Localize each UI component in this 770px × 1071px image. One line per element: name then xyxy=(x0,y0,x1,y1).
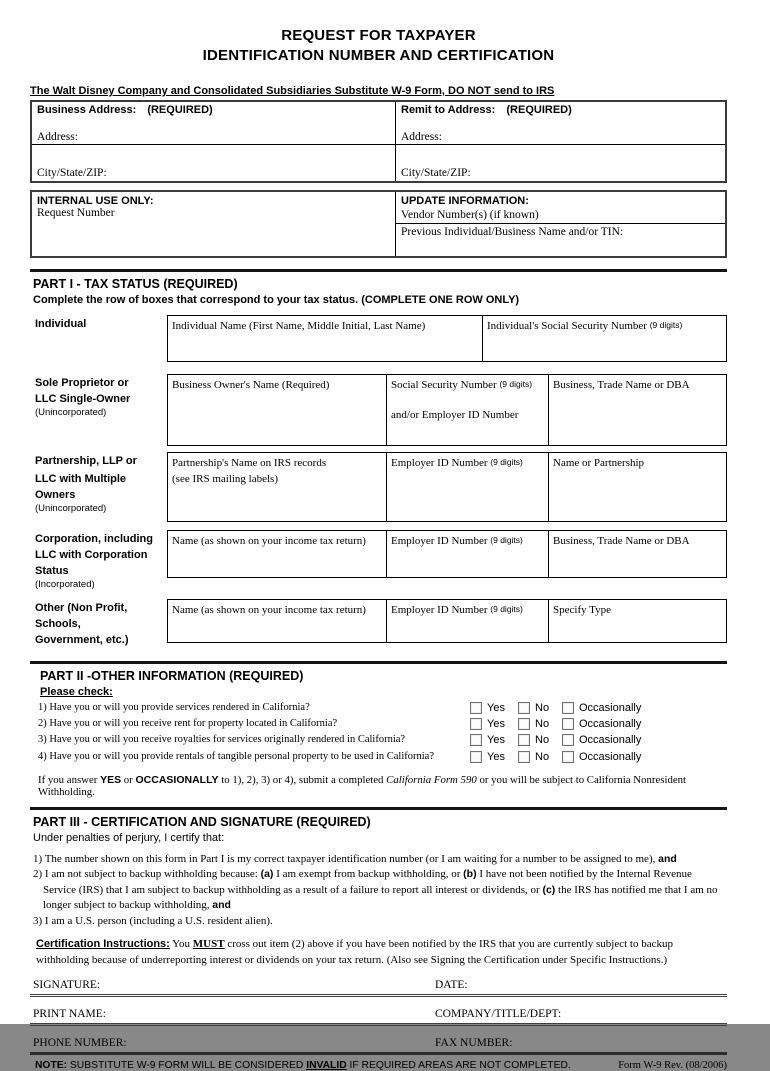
other-row-table xyxy=(167,599,727,643)
perjury-intro: Under penalties of perjury, I certify that: xyxy=(33,831,225,844)
phone-number-row xyxy=(30,1037,727,1055)
business-city-label: City/State/ZIP: xyxy=(37,167,107,179)
section-divider xyxy=(30,807,727,810)
form-revision: Form W-9 Rev. (08/2006) xyxy=(618,1060,727,1071)
address-table xyxy=(30,100,727,183)
nine-digits-note: (9 digits) xyxy=(499,379,533,389)
previous-name-cell[interactable]: Previous Individual/Business Name and/or TIN: xyxy=(401,226,624,238)
partnership-row-table xyxy=(167,452,727,522)
q2-no-option: No xyxy=(518,718,549,730)
update-info-column xyxy=(395,192,725,256)
section-divider xyxy=(30,269,727,272)
partnership-name-cell[interactable]: Partnership's Name on IRS records (see IRS mailing labels) xyxy=(172,457,327,485)
tax-status-row-sole-proprietor xyxy=(30,374,727,446)
question-row-1 xyxy=(30,702,727,718)
print-name-fill-area[interactable] xyxy=(561,1008,727,1020)
q3-no-checkbox[interactable] xyxy=(518,734,530,746)
invalid-note: NOTE: SUBSTITUTE W-9 FORM WILL BE CONSIDERED INVALID IF REQUIRED AREAS ARE NOT COMPLETED. xyxy=(35,1060,571,1071)
q4-no-option: No xyxy=(518,751,549,763)
q3-occasionally-checkbox[interactable] xyxy=(562,734,574,746)
footer xyxy=(30,1060,727,1071)
business-city-cell[interactable] xyxy=(32,145,395,181)
q2-occasionally-option: Occasionally xyxy=(562,718,641,730)
q4-yes-option: Yes xyxy=(470,751,505,763)
corp-ein-cell[interactable]: Employer ID Number (9 digits) xyxy=(386,531,548,577)
row-label-corporation: Corporation, including LLC with Corporation Status (Incorporated) xyxy=(35,533,153,590)
remit-address-header: Remit to Address: (REQUIRED) xyxy=(401,104,572,116)
remit-address-cell[interactable] xyxy=(396,102,725,145)
vendor-number-cell[interactable]: Vendor Number(s) (if known) xyxy=(396,208,725,224)
q4-yes-checkbox[interactable] xyxy=(470,751,482,763)
certification-instructions: Certification Instructions: You MUST cross out item (2) above if you have been notified by the IRS that you are currently subject to backup withholding because of underreporting interest or dividends on your tax return. (Also see Signing the Certification under Specific Instructions.) xyxy=(36,938,673,967)
tax-status-row-other xyxy=(30,599,727,648)
question-row-4 xyxy=(30,751,727,767)
q4-occasionally-option: Occasionally xyxy=(562,751,641,763)
please-check-label: Please check: xyxy=(40,686,113,698)
certify-item-3: 3) I am a U.S. person (including a U.S. resident alien). xyxy=(33,914,273,927)
q4-occasionally-checkbox[interactable] xyxy=(562,751,574,763)
q2-occasionally-checkbox[interactable] xyxy=(562,718,574,730)
internal-use-cell[interactable] xyxy=(32,192,395,256)
remit-address-column xyxy=(395,102,725,181)
part3-heading: PART III - CERTIFICATION AND SIGNATURE (REQUIRED) xyxy=(33,814,371,829)
fax-number-label: FAX NUMBER: xyxy=(435,1037,513,1050)
question-row-2 xyxy=(30,718,727,734)
signature-fill-area[interactable] xyxy=(468,979,727,991)
business-address-label: Address: xyxy=(37,131,78,143)
question-2-text: 2) Have you or will you receive rent for property located in California? xyxy=(38,718,338,730)
remit-address-label: Address: xyxy=(401,131,442,143)
corp-dba-cell[interactable]: Business, Trade Name or DBA xyxy=(548,531,726,577)
nine-digits-note: (9 digits) xyxy=(649,320,683,330)
update-info-header: UPDATE INFORMATION: xyxy=(401,195,529,207)
signature-row xyxy=(30,979,727,997)
section-divider xyxy=(30,661,727,664)
q1-no-option: No xyxy=(518,702,549,714)
ein-cell[interactable]: Employer ID Number (9 digits) xyxy=(386,453,548,521)
nine-digits-note: (9 digits) xyxy=(490,604,523,614)
row-label-sole-proprietor: Sole Proprietor or LLC Single-Owner (Unincorporated) xyxy=(35,377,131,418)
business-address-cell[interactable] xyxy=(32,102,395,145)
individual-ssn-cell[interactable]: Individual's Social Security Number (9 digits) xyxy=(482,316,726,361)
form-title-line2: IDENTIFICATION NUMBER AND CERTIFICATION xyxy=(202,47,555,64)
q1-occasionally-option: Occasionally xyxy=(562,702,641,714)
tax-status-row-individual xyxy=(30,315,727,362)
specify-type-cell[interactable]: Specify Type xyxy=(548,600,726,642)
phone-fill-area[interactable] xyxy=(512,1037,727,1049)
form-subtitle: The Walt Disney Company and Consolidated Subsidiaries Substitute W-9 Form, DO NOT send to IRS xyxy=(30,85,555,97)
part1-heading: PART I - TAX STATUS (REQUIRED) xyxy=(33,277,238,291)
part2-heading: PART II -OTHER INFORMATION (REQUIRED) xyxy=(40,669,304,683)
remit-city-label: City/State/ZIP: xyxy=(401,167,471,179)
other-name-cell[interactable]: Name (as shown on your income tax return) xyxy=(172,604,366,616)
company-title-dept-label: COMPANY/TITLE/DEPT: xyxy=(435,1008,562,1021)
tax-status-row-partnership xyxy=(30,452,727,522)
nine-digits-note: (9 digits) xyxy=(490,457,523,467)
q1-yes-checkbox[interactable] xyxy=(470,702,482,714)
remit-city-cell[interactable] xyxy=(396,145,725,181)
question-row-3 xyxy=(30,734,727,750)
q3-yes-option: Yes xyxy=(470,734,505,746)
other-ein-cell[interactable]: Employer ID Number (9 digits) xyxy=(386,600,548,642)
q4-no-checkbox[interactable] xyxy=(518,751,530,763)
q1-occasionally-checkbox[interactable] xyxy=(562,702,574,714)
sole-proprietor-row-table xyxy=(167,374,727,446)
q1-no-checkbox[interactable] xyxy=(518,702,530,714)
q2-yes-checkbox[interactable] xyxy=(470,718,482,730)
q2-no-checkbox[interactable] xyxy=(518,718,530,730)
internal-use-header: INTERNAL USE ONLY: xyxy=(37,195,154,207)
row-label-individual: Individual xyxy=(35,318,87,330)
ssn-ein-cell[interactable]: Social Security Number (9 digits) and/or Employer ID Number xyxy=(386,375,548,445)
corporation-row-table xyxy=(167,530,727,578)
dba-cell[interactable]: Business, Trade Name or DBA xyxy=(548,375,726,445)
q1-yes-option: Yes xyxy=(470,702,505,714)
question-3-text: 3) Have you or will you receive royalties for services originally rendered in California? xyxy=(38,734,406,746)
form-title xyxy=(30,26,727,66)
business-address-column xyxy=(32,102,395,181)
request-number-label: Request Number xyxy=(37,207,115,219)
partnership-dba-cell[interactable]: Name or Partnership xyxy=(548,453,726,521)
business-address-header: Business Address: (REQUIRED) xyxy=(37,104,213,116)
individual-row-table xyxy=(167,315,727,362)
phone-number-label: PHONE NUMBER: xyxy=(33,1037,127,1050)
q3-no-option: No xyxy=(518,734,549,746)
california-form-590-ref: California Form 590 xyxy=(386,773,477,786)
part1-instruction: Complete the row of boxes that correspond to your tax status. (COMPLETE ONE ROW ONLY) xyxy=(33,294,520,306)
info-table xyxy=(30,190,727,258)
date-label: DATE: xyxy=(435,979,468,992)
row-label-partnership: Partnership, LLP or LLC with Multiple Owners (Unincorporated) xyxy=(35,455,137,514)
withholding-note: If you answer YES or OCCASIONALLY to 1), 2), 3) or 4), submit a completed California Form 590 or you will be subject to California Nonresident Withholding. xyxy=(38,773,687,798)
question-1-text: 1) Have you or will you provide services rendered in California? xyxy=(38,702,310,713)
signature-label: SIGNATURE: xyxy=(33,979,101,992)
certify-item-2: 2) I am not subject to backup withholding because: (a) I am exempt from backup withholding, or (b) I have not been notified by the Internal Revenue Service (IRS) that I am subject to backup withholding as a result of a failure to report all interest or dividends, or (c) the IRS has notified me that I am no longer subject to backup withholding, and xyxy=(33,868,718,912)
q2-yes-option: Yes xyxy=(470,718,505,730)
print-name-label: PRINT NAME: xyxy=(33,1008,106,1021)
owner-name-cell[interactable]: Business Owner's Name (Required) xyxy=(172,379,330,391)
nine-digits-note: (9 digits) xyxy=(490,535,523,545)
q3-occasionally-option: Occasionally xyxy=(562,734,641,746)
question-4-text: 4) Have you or will you provide rentals of tangible personal property to be used in California? xyxy=(38,750,434,762)
tax-status-row-corporation xyxy=(30,530,727,591)
form-title-line1: REQUEST FOR TAXPAYER xyxy=(281,27,476,44)
certify-item-1: 1) The number shown on this form in Part I is my correct taxpayer identification number (or I am waiting for a number to be assigned to me), and xyxy=(33,852,677,865)
row-label-other: Other (Non Profit, Schools, Government, etc.) xyxy=(35,602,129,646)
individual-name-cell[interactable]: Individual Name (First Name, Middle Initial, Last Name) xyxy=(172,320,426,332)
q3-yes-checkbox[interactable] xyxy=(470,734,482,746)
corp-name-cell[interactable]: Name (as shown on your income tax return) xyxy=(172,535,366,547)
